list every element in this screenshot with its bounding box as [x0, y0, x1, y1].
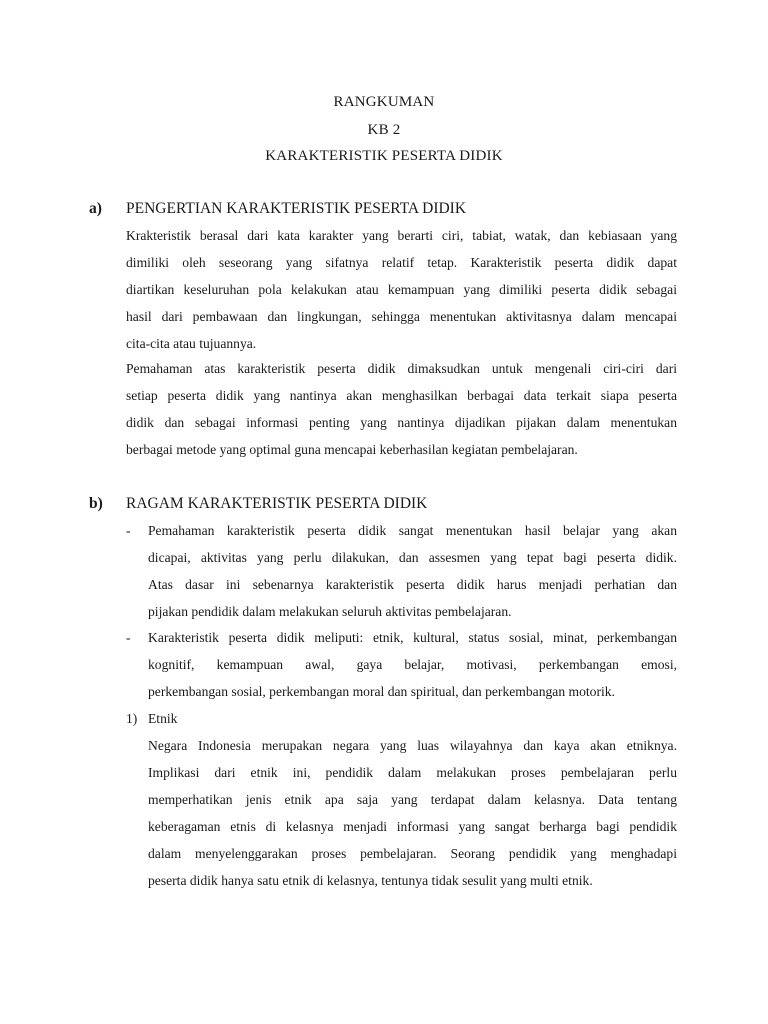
paragraph-line: Karakteristik peserta didik meliputi: etnik, kultural, status sosial, minat, perkembangan: [148, 630, 677, 645]
doc-title-rangkuman: RANGKUMAN: [333, 94, 435, 110]
section-b-letter: b): [89, 495, 103, 512]
paragraph-line: Implikasi dari etnik ini, pendidik dalam melakukan proses pembelajaran perlu: [148, 765, 677, 780]
paragraph-line: cita-cita atau tujuannya.: [126, 336, 257, 351]
paragraph-line: setiap peserta didik yang nantinya akan menghasilkan berbagai data terkait siapa peserta: [126, 388, 677, 403]
paragraph-line: Atas dasar ini sebenarnya karakteristik peserta didik harus menjadi perhatian dan: [148, 577, 677, 592]
item-number: 1): [126, 711, 138, 726]
bullet-dash: -: [126, 523, 131, 538]
section-a-paragraph-2: [126, 355, 677, 463]
paragraph-line: perkembangan sosial, perkembangan moral dan spiritual, dan perkembangan motorik.: [148, 684, 615, 699]
paragraph-line: didik dan sebagai informasi penting yang nantinya dijadikan pijakan dalam menentukan: [126, 415, 677, 430]
paragraph-line: pijakan pendidik dalam melakukan seluruh aktivitas pembelajaran.: [148, 604, 512, 619]
paragraph-line: memperhatikan jenis etnik apa saja yang terdapat dalam kelasnya. Data tentang: [148, 792, 677, 807]
paragraph-line: dalam menyelenggarakan proses pembelajaran. Seorang pendidik yang menghadapi: [148, 846, 677, 861]
paragraph-line: keberagaman etnis di kelasnya menjadi informasi yang sangat berharga bagi pendidik: [148, 819, 677, 834]
paragraph-line: kognitif, kemampuan awal, gaya belajar, motivasi, perkembangan emosi,: [148, 657, 677, 672]
paragraph-line: hasil dari pembawaan dan lingkungan, sehingga menentukan aktivitasnya dalam mencapai: [126, 309, 677, 324]
paragraph-line: Pemahaman karakteristik peserta didik sangat menentukan hasil belajar yang akan: [148, 523, 677, 538]
paragraph-line: berbagai metode yang optimal guna mencapai keberhasilan kegiatan pembelajaran.: [126, 442, 578, 457]
paragraph-line: Negara Indonesia merupakan negara yang luas wilayahnya dan kaya akan etniknya.: [148, 738, 677, 753]
paragraph-line: diartikan keseluruhan pola kelakukan atau kemampuan yang dimiliki peserta didik sebagai: [126, 282, 677, 297]
section-b-title: RAGAM KARAKTERISTIK PESERTA DIDIK: [126, 495, 428, 512]
doc-title-kb: KB 2: [367, 122, 401, 138]
item-1-paragraph: [148, 732, 677, 894]
bullet-1-text: [148, 517, 677, 625]
bullet-dash: -: [126, 630, 131, 645]
bullet-2-text: [148, 624, 677, 705]
paragraph-line: dimiliki oleh seseorang yang sifatnya relatif tetap. Karakteristik peserta didik dapat: [126, 255, 677, 270]
doc-title-main: KARAKTERISTIK PESERTA DIDIK: [265, 148, 503, 164]
paragraph-line: Pemahaman atas karakteristik peserta didik dimaksudkan untuk mengenali ciri-ciri dari: [126, 361, 677, 376]
section-a-letter: a): [89, 200, 102, 217]
paragraph-line: dicapai, aktivitas yang perlu dilakukan, dan assesmen yang tepat bagi peserta didik.: [148, 550, 677, 565]
section-a-paragraph-1: [126, 222, 677, 357]
item-label: Etnik: [148, 711, 178, 726]
paragraph-line: peserta didik hanya satu etnik di kelasnya, tentunya tidak sesulit yang multi etnik.: [148, 873, 593, 888]
paragraph-line: Krakteristik berasal dari kata karakter yang berarti ciri, tabiat, watak, dan kebiasaan yang: [126, 228, 677, 243]
section-a-title: PENGERTIAN KARAKTERISTIK PESERTA DIDIK: [126, 200, 467, 217]
